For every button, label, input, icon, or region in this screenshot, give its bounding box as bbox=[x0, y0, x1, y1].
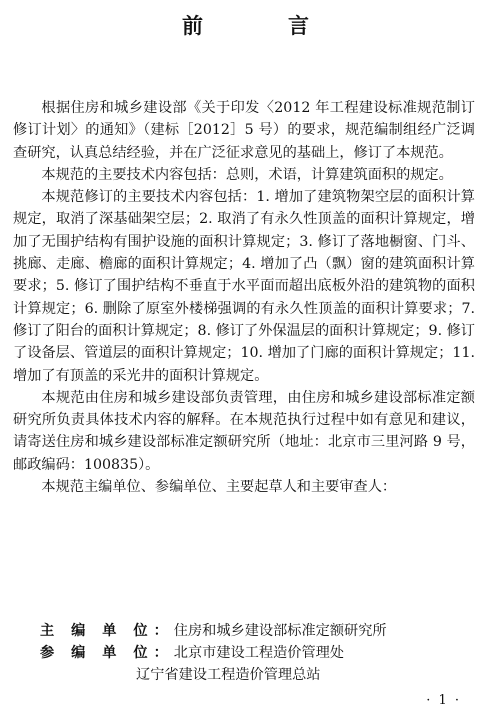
paragraph-main-content: 本规范的主要技术内容包括：总则，术语，计算建筑面积的规定。 bbox=[41, 166, 453, 183]
page-number: · 1 · bbox=[426, 693, 461, 708]
chief-unit-row bbox=[40, 620, 387, 642]
chief-unit-label: 主 编 单 位： bbox=[40, 623, 174, 639]
participant-unit-row bbox=[40, 642, 387, 664]
paragraph-revisions: 本规范修订的主要技术内容包括：1. 增加了建筑物架空层的面积计算规定，取消了深基础架空层；2. 取消了有永久性顶盖的面积计算规定，增加了无围护结构有围护设施的面积计算规定；3. 修订了落地橱窗、门斗、挑廊、走廊、檐廊的面积计算规定；4. 增加了凸（飘）窗的建筑面积计算要求；5. 修订了围护结构不垂直于水平面而超出底板外沿的建筑物的面积计算规定；6. 删除了原室外楼梯强调的有永久性顶盖的面积计算要求；7. 修订了阳台的面积计算规定；8. 修订了外保温层的面积计算规定；9. 修订了设备层、管道层的面积计算规定；10. 增加了门廊的面积计算规定；11. 增加了有顶盖的采光井的面积计算规定。 bbox=[13, 189, 475, 384]
paragraph-management: 本规范由住房和城乡建设部负责管理，由住房和城乡建设部标准定额研究所负责具体技术内容的解释。在本规范执行过程中如有意见和建议，请寄送住房和城乡建设部标准定额研究所（地址：北京市三里河路 9 号，邮政编码：100835）。 bbox=[13, 389, 475, 473]
participant-unit-value-2: 辽宁省建设工程造价管理总站 bbox=[136, 667, 321, 683]
paragraph-basis: 根据住房和城乡建设部《关于印发〈2012 年工程建设标准规范制订修订计划〉的通知》（建标［2012］5 号）的要求，规范编制组经广泛调查研究，认真总结经验，并在广泛征求意见的基础上，修订了本规范。 bbox=[13, 100, 475, 161]
chief-unit-value: 住房和城乡建设部标准定额研究所 bbox=[173, 623, 387, 639]
participant-unit-label: 参 编 单 位： bbox=[40, 645, 174, 661]
participant-unit-row-2 bbox=[40, 664, 387, 686]
body-text bbox=[13, 97, 475, 498]
page-title: 前 言 bbox=[182, 14, 341, 38]
paragraph-units-intro: 本规范主编单位、参编单位、主要起草人和主要审查人： bbox=[41, 479, 397, 496]
participant-unit-value-1: 北京市建设工程造价管理处 bbox=[173, 645, 345, 661]
units-list bbox=[40, 620, 387, 686]
